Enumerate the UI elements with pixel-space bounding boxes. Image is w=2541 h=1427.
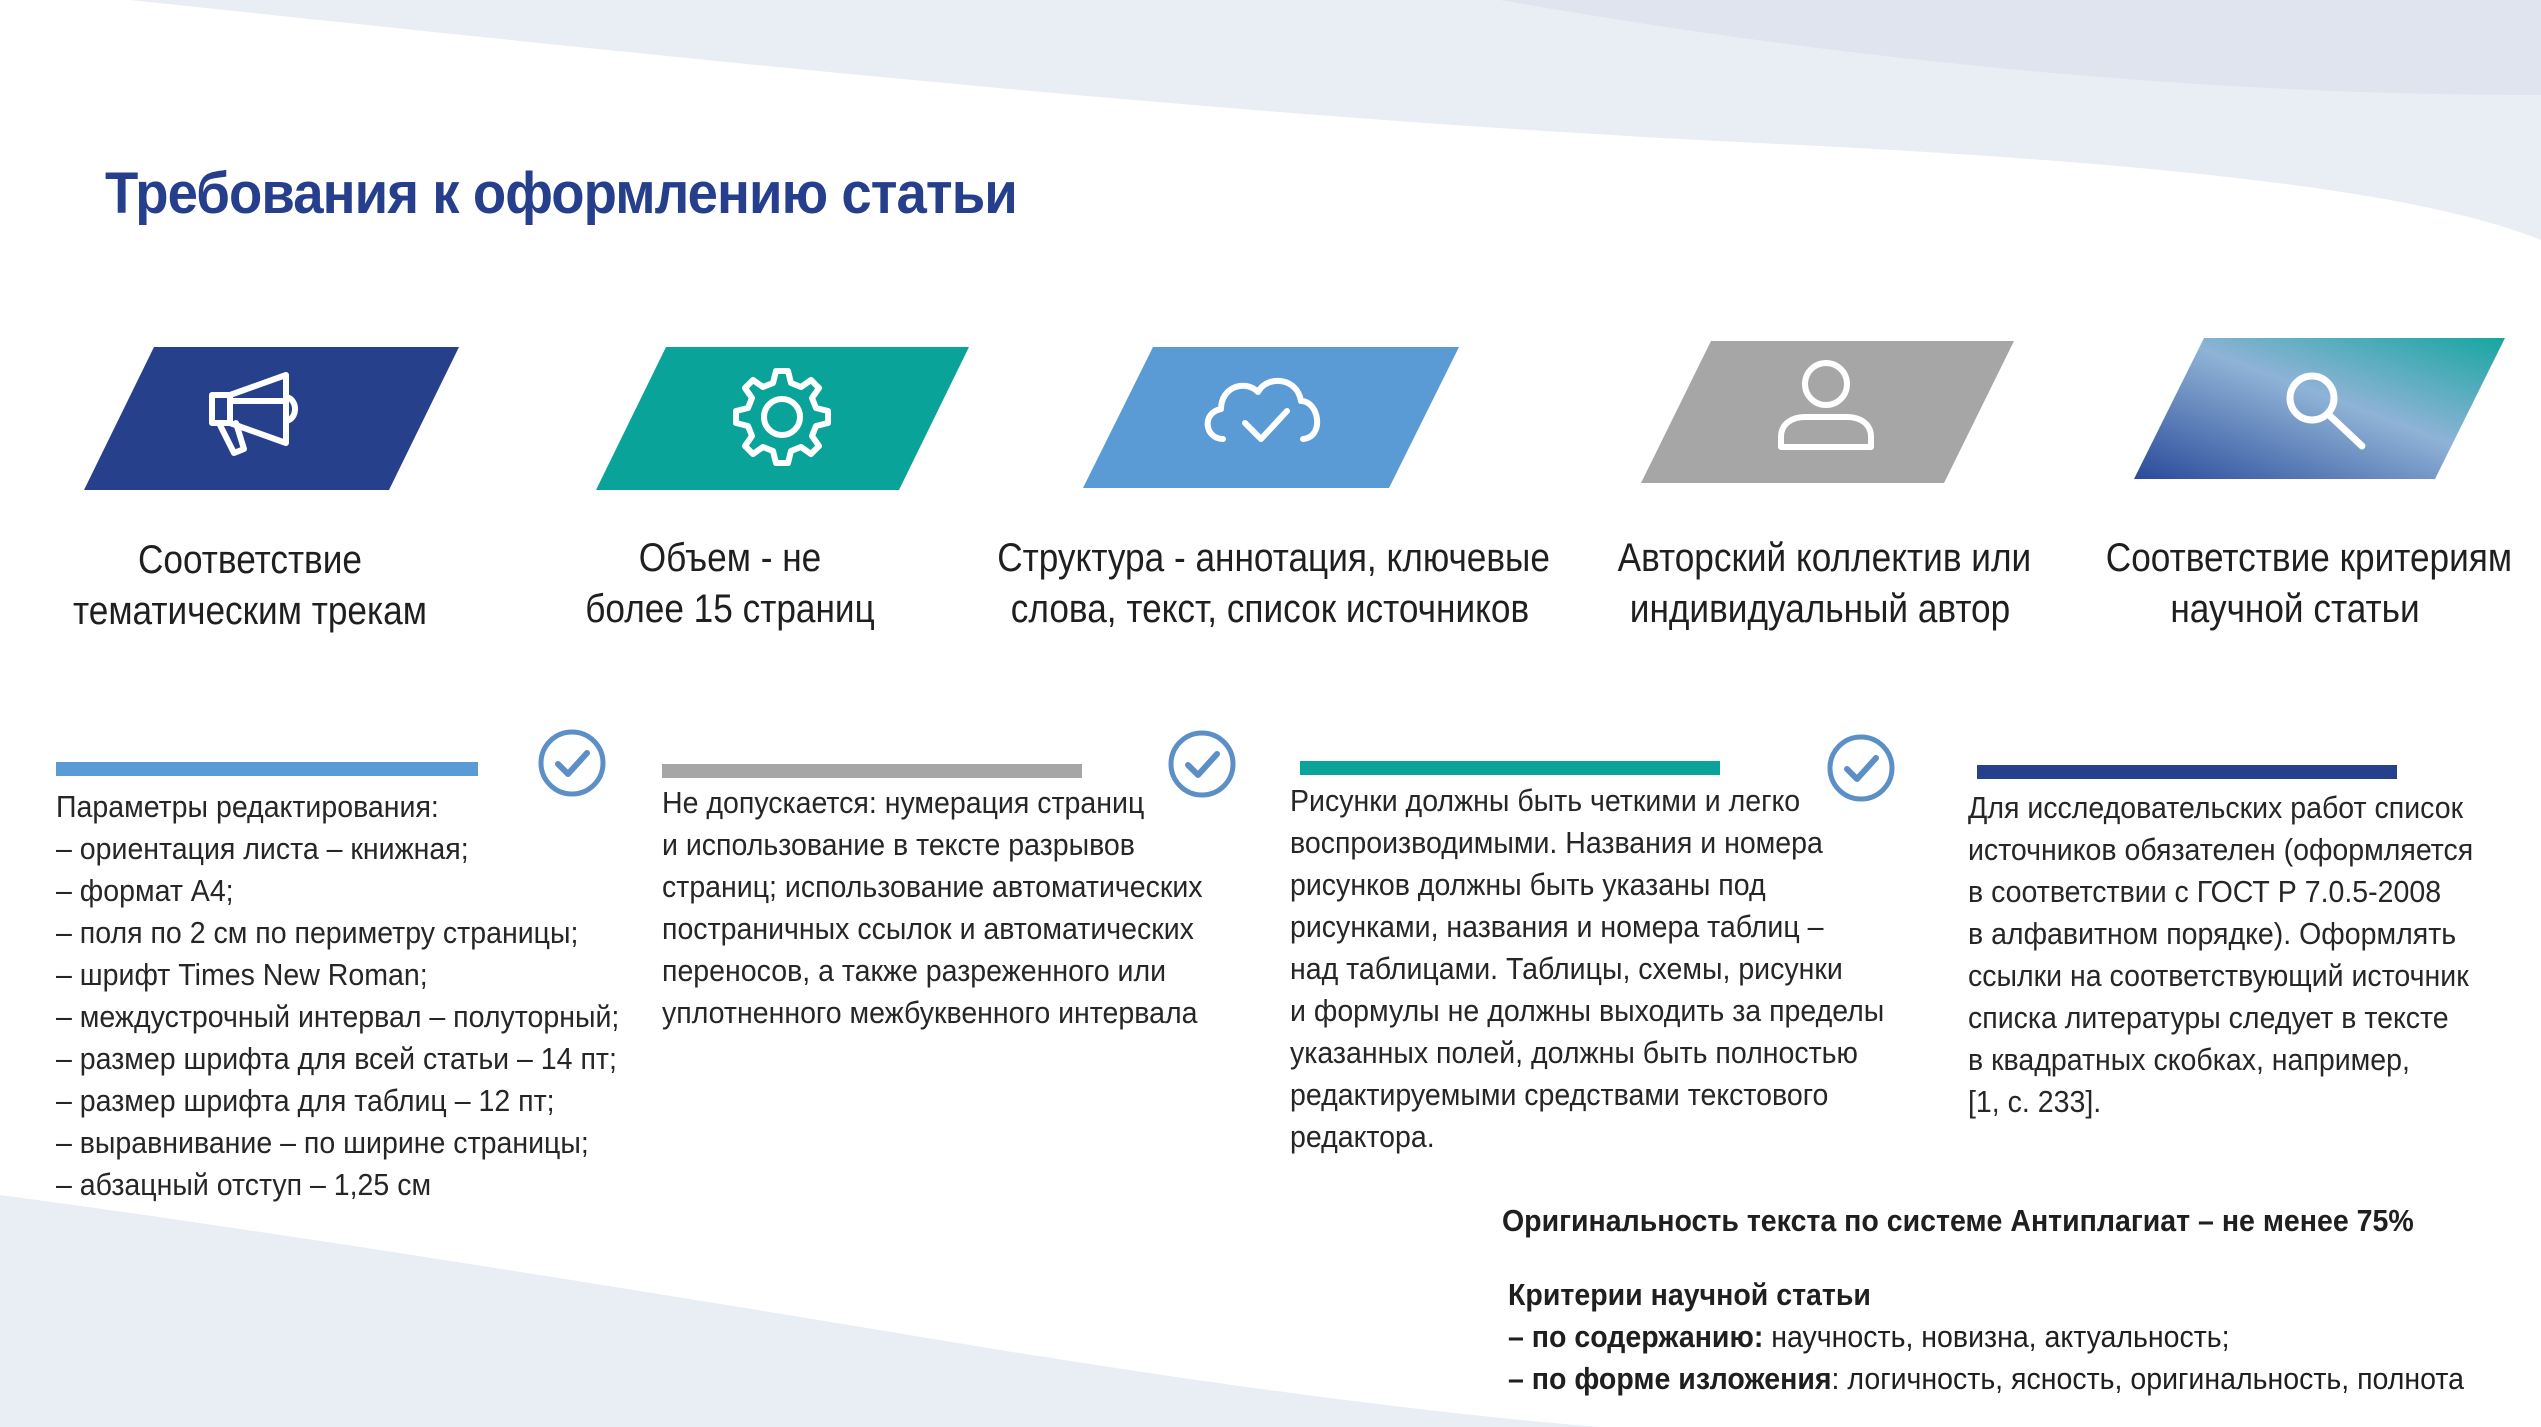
prohibited-text: Не допускается: нумерация страниц и использование в тексте разрывов страниц; использование автоматических постраничных ссылок и автоматических переносов, а также разреженного или уплотненного межбуквенного интервала <box>662 785 1203 1030</box>
column-bar-figures <box>1300 761 1720 775</box>
criteria-content-line: – по содержанию: научность, новизна, актуальность; <box>1508 1319 2230 1354</box>
column-bar-editing <box>56 762 478 776</box>
tile-criteria <box>2134 338 2505 479</box>
tile-caption-criteria: Соответствие критериям научной статьи <box>2105 536 2513 631</box>
page-title: Требования к оформлению статьи <box>105 161 1017 226</box>
tile-caption-structure: Структура - аннотация, ключевые слова, текст, список источников <box>997 536 1550 631</box>
tile-caption-volume: Объем - не более 15 страниц <box>585 536 875 631</box>
references-text: Для исследовательских работ список источников обязателен (оформляется в соответствии с ГОСТ Р 7.0.5-2008 в алфавитном порядке). Оформлять ссылки на соответствующий источник списка литературы следует в тексте в квадратных скобках, например, [1, с. 233]. <box>1968 790 2474 1119</box>
tile-authors <box>1641 341 2014 483</box>
criteria-block <box>1508 1274 2464 1400</box>
criteria-form-line: – по форме изложения: логичность, ясность, оригинальность, полнота <box>1508 1361 2465 1396</box>
tile-caption-authors: Авторский коллектив или индивидуальный автор <box>1617 536 2032 631</box>
tile-thematic-tracks <box>84 347 459 490</box>
figures-text: Рисунки должны быть четкими и легко воспроизводимыми. Названия и номера рисунков должны быть указаны под рисунками, названия и номера таблиц – над таблицами. Таблицы, схемы, рисунки и формулы не должны выходить за пределы указанных полей, должны быть полностью редактируемыми средствами текстового редактора. <box>1290 783 1885 1154</box>
tile-caption-thematic-tracks: Соответствие тематическим трекам <box>73 538 427 633</box>
column-bar-prohibited <box>662 764 1082 778</box>
column-bar-references <box>1977 765 2397 779</box>
tile-volume <box>596 347 969 490</box>
tile-structure <box>1083 347 1459 488</box>
editing-parameters-list: Параметры редактирования: – ориентация листа – книжная; – формат А4; – поля по 2 см по периметру страницы; – шрифт Times New Roman; – междустрочный интервал – полуторный; – размер шрифта для всей статьи – 14 пт; – размер шрифта для таблиц – 12 пт; – выравнивание – по ширине страницы; – абзацный отступ – 1,25 см <box>56 789 620 1202</box>
criteria-heading: Критерии научной статьи <box>1508 1277 1871 1312</box>
originality-note: Оригинальность текста по системе Антиплагиат – не менее 75% <box>1502 1203 2414 1238</box>
